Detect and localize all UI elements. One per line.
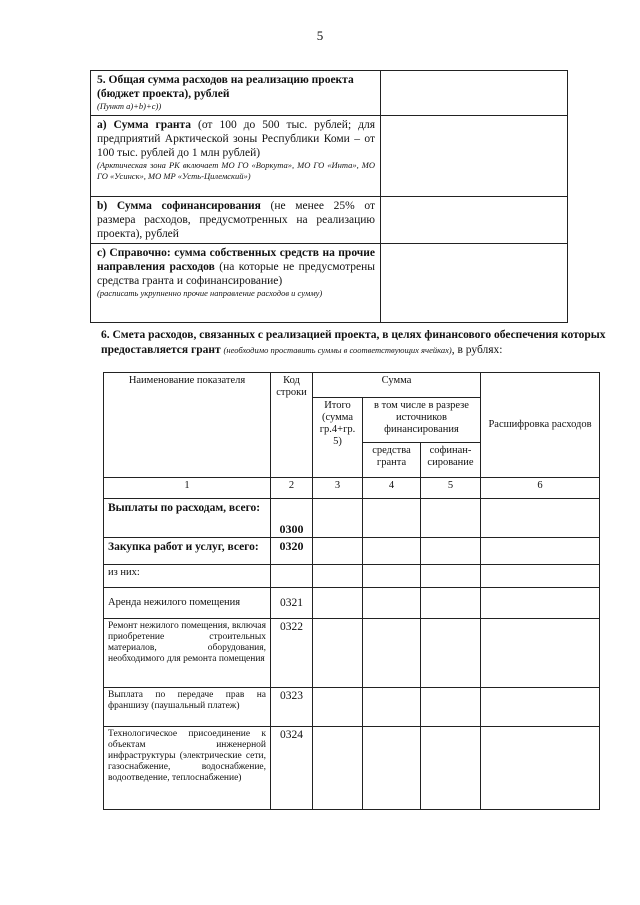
grant-sum-note: (Арктическая зона РК включает МО ГО «Воркута», МО ГО «Инта», МО ГО «Усинск», МО МР «Усть-Цилемский») [97,160,375,181]
header-sum: Сумма [313,373,481,398]
row-breakdown-cell[interactable] [481,588,600,619]
col-number-5: 5 [421,478,481,499]
col-number-4: 4 [363,478,421,499]
row-name: Аренда нежилого помещения [104,588,271,619]
header-name: Наименование показателя [104,373,271,478]
budget-total-value-cell[interactable] [381,71,568,116]
own-funds-label: c) Справочно: сумма собственных средств на прочие направления расходов [97,247,375,273]
table-row [104,565,600,588]
row-cofin-cell[interactable] [421,727,481,810]
own-funds-note: (расписать укрупненно прочие направление расходов и сумму) [97,288,323,298]
row-name: Технологическое присоединение к объектам инженерной инфраструктуры (электрические сети, газоснабжение, водоснабжение, водоотведение, теплоснабжение) [104,727,271,810]
table-row [104,588,600,619]
col-number-3: 3 [313,478,363,499]
row-cofin-cell[interactable] [421,565,481,588]
cofinancing-label: b) Сумма софинансирования [97,200,261,212]
grant-sum-text: (от 100 до 500 тыс. рублей; для предприятий Арктической зоны Республики Коми – от 100 тыс. рублей до 1 млн рублей) [97,119,375,159]
col-number-1: 1 [104,478,271,499]
own-funds-text: (на которые не предусмотрены средства гранта и софинансирование) [97,261,375,287]
row-code: 0324 [271,727,313,810]
col-number-6: 6 [481,478,600,499]
header-row-1 [104,373,600,398]
cofinancing-row [91,197,568,244]
row-grant-cell[interactable] [363,688,421,727]
header-including: в том числе в разрезе источников финансирования [363,398,481,443]
table-row [104,688,600,727]
row-total-cell[interactable] [313,588,363,619]
row-code: 0322 [271,619,313,688]
row-code: 0321 [271,588,313,619]
row-cofin-cell[interactable] [421,538,481,565]
budget-table [90,70,568,323]
column-numbers-row [104,478,600,499]
budget-total-note: (Пункт а)+b)+c)) [97,101,162,111]
row-cofin-cell[interactable] [421,688,481,727]
row-grant-cell[interactable] [363,538,421,565]
row-breakdown-cell[interactable] [481,688,600,727]
row-total-cell[interactable] [313,565,363,588]
row-grant-cell[interactable] [363,588,421,619]
row-code: 0300 [271,499,313,538]
row-cofin-cell[interactable] [421,619,481,688]
page-number: 5 [316,28,324,43]
row-breakdown-cell[interactable] [481,565,600,588]
row-breakdown-cell[interactable] [481,538,600,565]
table-row [104,727,600,810]
header-breakdown: Расшифровка расходов [481,373,600,478]
row-total-cell[interactable] [313,619,363,688]
own-funds-value-cell[interactable] [381,244,568,323]
row-total-cell[interactable] [313,688,363,727]
row-breakdown-cell[interactable] [481,499,600,538]
budget-total-row [91,71,568,116]
section6-heading-text: 6. Смета расходов, связанных с реализацией проекта, в целях финансового обеспечения которых предоставляется грант [101,329,606,356]
row-grant-cell[interactable] [363,727,421,810]
row-code [271,565,313,588]
header-grant: средства гранта [363,443,421,478]
section6-heading-note: (необходимо проставить суммы в соответствующих ячейках) [223,345,452,355]
header-cofin: софинан-сирование [421,443,481,478]
grant-sum-label: a) Сумма гранта [97,119,192,131]
col-number-2: 2 [271,478,313,499]
row-code: 0320 [271,538,313,565]
row-breakdown-cell[interactable] [481,619,600,688]
row-cofin-cell[interactable] [421,588,481,619]
row-name: Ремонт нежилого помещения, включая приобретение строительных материалов, оборудования, необходимого для ремонта помещения [104,619,271,688]
row-grant-cell[interactable] [363,565,421,588]
row-total-cell[interactable] [313,538,363,565]
row-grant-cell[interactable] [363,619,421,688]
row-grant-cell[interactable] [363,499,421,538]
row-name: из них: [104,565,271,588]
table-row [104,619,600,688]
row-total-cell[interactable] [313,727,363,810]
row-code: 0323 [271,688,313,727]
grant-sum-row [91,116,568,197]
row-name: Закупка работ и услуг, всего: [104,538,271,565]
table-row [104,499,600,538]
section6-heading [101,328,621,358]
cofinancing-value-cell[interactable] [381,197,568,244]
row-name: Выплата по передаче прав на франшизу (паушальный платеж) [104,688,271,727]
row-total-cell[interactable] [313,499,363,538]
row-cofin-cell[interactable] [421,499,481,538]
header-code: Код строки [271,373,313,478]
section6-heading-tail: , в рублях: [451,344,503,356]
row-breakdown-cell[interactable] [481,727,600,810]
grant-sum-value-cell[interactable] [381,116,568,197]
expense-estimate-table [103,372,600,810]
table-row [104,538,600,565]
budget-total-title: 5. Общая сумма расходов на реализацию проекта (бюджет проекта), рублей [97,74,354,100]
row-name: Выплаты по расходам, всего: [104,499,271,538]
header-total: Итого (сумма гр.4+гр. 5) [313,398,363,478]
own-funds-row [91,244,568,323]
cofinancing-text: (не менее 25% от размера расходов, предусмотренных на реализацию проекта), рублей [97,200,375,240]
